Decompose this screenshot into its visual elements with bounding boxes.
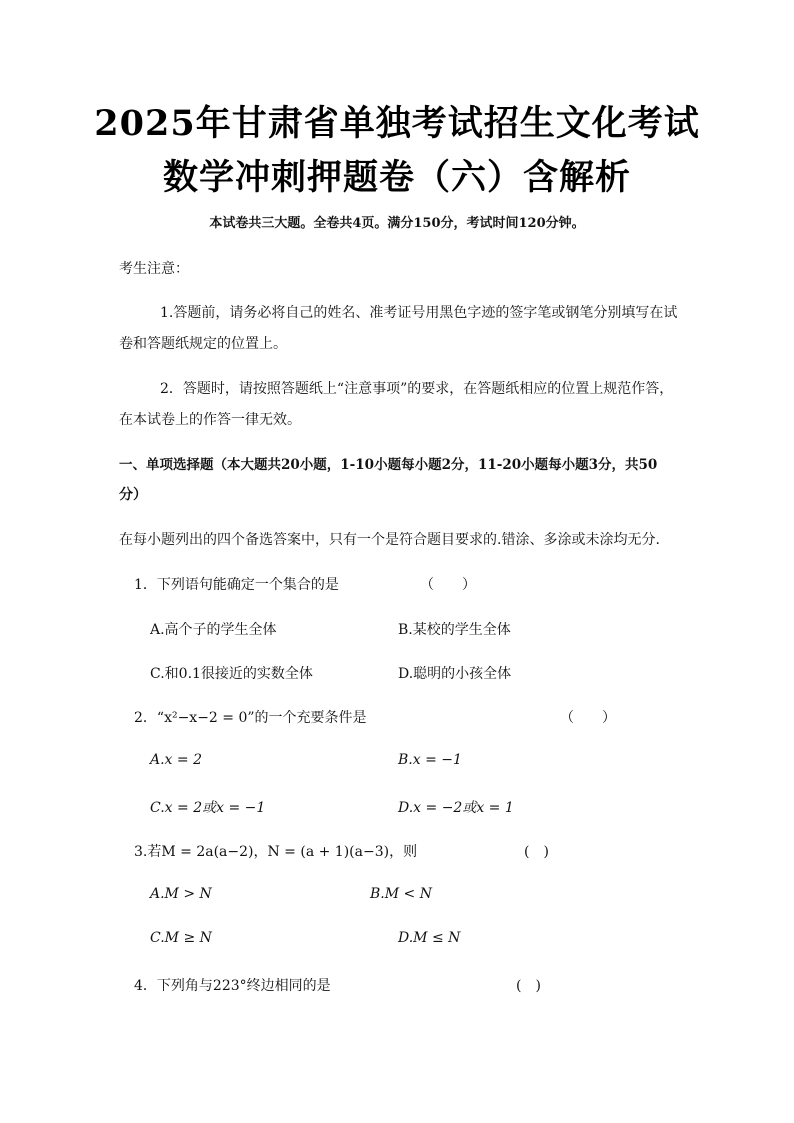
question-2-stem: 2．“x²−x−2 = 0”的一个充要条件是 [134, 710, 367, 726]
question-3-option-d: D.M ≤ N [398, 930, 461, 946]
notice-item-2-line-2: 在本试卷上的作答一律无效。 [119, 412, 301, 428]
notice-item-1-line-1: 1.答题前，请务必将自己的姓名、准考证号用黑色字迹的签字笔或钢笔分别填写在试 [160, 305, 678, 321]
exam-subtitle: 本试卷共三大题。全卷共4页。满分150分，考试时间120分钟。 [209, 216, 585, 231]
question-1-option-c: C.和0.1很接近的实数全体 [150, 666, 313, 682]
title-line-1: 2025年甘肃省单独考试招生文化考试 [94, 103, 700, 144]
question-3-option-a: A.M > N [150, 886, 212, 902]
question-2-option-d: D.x = −2或x = 1 [398, 800, 514, 816]
question-1-stem: 1．下列语句能确定一个集合的是 [134, 577, 339, 593]
question-4-answer-paren: ( ) [516, 978, 541, 994]
section-1-heading-line-1: 一、单项选择题（本大题共20小题，1-10小题每小题2分，11-20小题每小题3分，共50 [119, 457, 658, 473]
question-4-stem: 4．下列角与223°终边相同的是 [134, 978, 331, 994]
question-2-option-a: A.x = 2 [150, 752, 202, 768]
notice-item-1-line-2: 卷和答题纸规定的位置上。 [119, 336, 287, 352]
section-1-heading-line-2: 分） [119, 487, 147, 503]
title-line-2: 数学冲刺押题卷（六）含解析 [162, 157, 631, 198]
notice-item-2-line-1: 2．答题时，请按照答题纸上“注意事项”的要求，在答题纸相应的位置上规范作答， [160, 381, 674, 397]
question-3-answer-paren: ( ) [524, 844, 549, 860]
section-1-instruction: 在每小题列出的四个备选答案中，只有一个是符合题目要求的.错涂、多涂或未涂均无分. [119, 532, 660, 548]
question-3-option-c: C.M ≥ N [150, 930, 212, 946]
question-3-option-b: B.M < N [370, 886, 432, 902]
question-2-option-c: C.x = 2或x = −1 [150, 800, 266, 816]
question-2-option-b: B.x = −1 [398, 752, 462, 768]
question-1-option-b: B.某校的学生全体 [398, 622, 511, 638]
question-1-option-d: D.聪明的小孩全体 [398, 666, 512, 682]
question-2-answer-paren: （ ） [560, 710, 616, 726]
question-1-option-a: A.高个子的学生全体 [150, 622, 277, 638]
question-3-stem: 3.若M = 2a(a−2)，N = (a + 1)(a−3)，则 [134, 844, 418, 860]
notice-heading: 考生注意： [119, 261, 189, 277]
question-1-answer-paren: （ ） [420, 577, 476, 593]
